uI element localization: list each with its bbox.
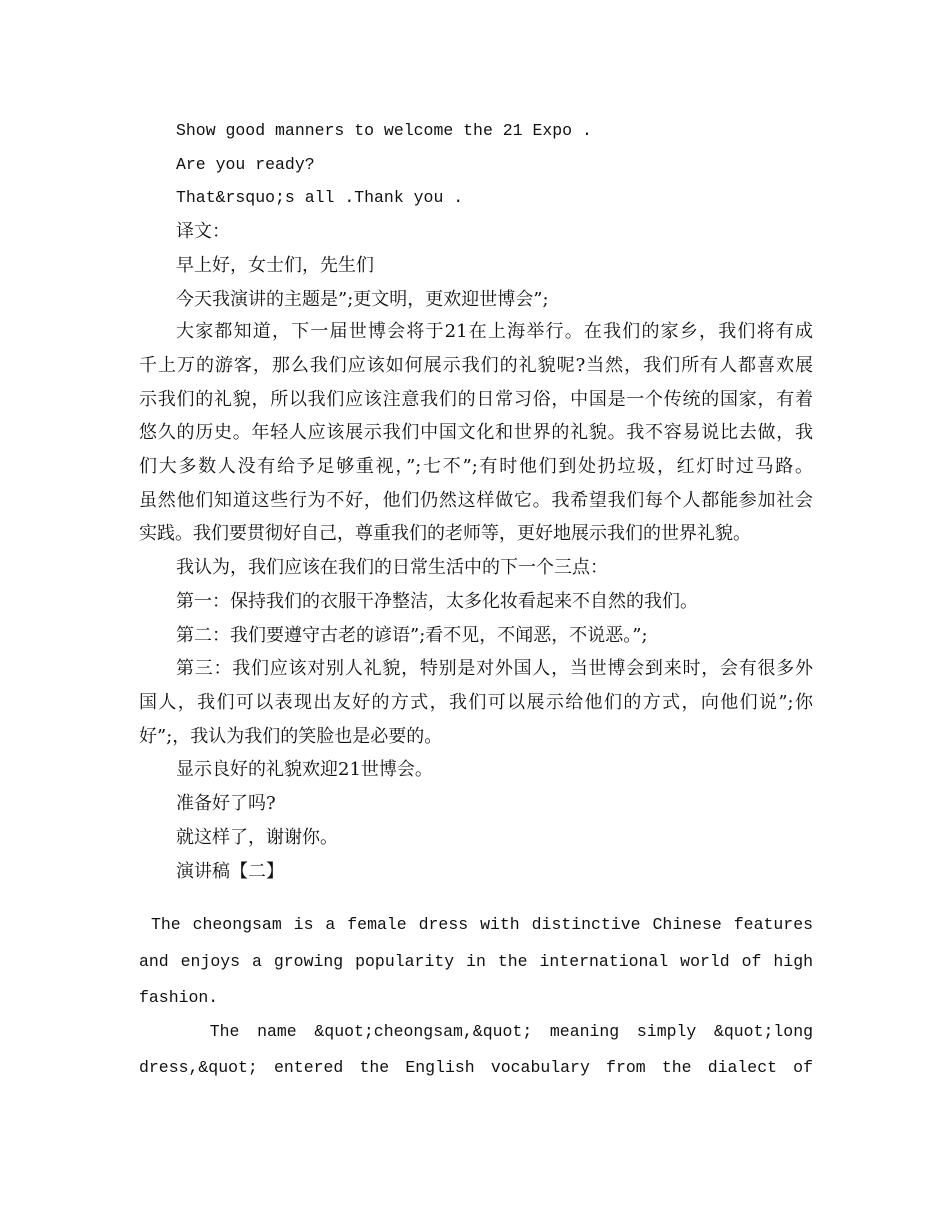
text-line: 显示良好的礼貌欢迎21世博会。 xyxy=(176,759,433,780)
text-line: 虽然他们知道这些行为不好，他们仍然这样做它。我希望我们每个人都能参加社会 xyxy=(139,490,813,511)
text-line: 今天我演讲的主题是”;更文明，更欢迎世博会”; xyxy=(176,289,549,310)
text-line: dress,&quot; entered the English vocabulary from the dialect of xyxy=(139,1058,813,1077)
text-line: 好”;，我认为我们的笑脸也是必要的。 xyxy=(139,726,443,747)
text-line: 我认为，我们应该在我们的日常生活中的下一个三点： xyxy=(176,557,608,578)
text-line: 第二：我们要遵守古老的谚语”;看不见，不闻恶，不说恶。”; xyxy=(176,625,648,646)
text-line: 第一：保持我们的衣服干净整洁，太多化妆看起来不自然的我们。 xyxy=(176,591,698,612)
text-line: 实践。我们要贯彻好自己，尊重我们的老师等，更好地展示我们的世界礼貌。 xyxy=(139,523,751,544)
text-line: fashion. xyxy=(139,988,219,1007)
text-line: The name &quot;cheongsam,&quot; meaning simply &quot;long xyxy=(139,1022,813,1041)
text-line: 译文： xyxy=(176,221,230,242)
section-heading: 演讲稿【二】 xyxy=(176,861,284,882)
text-line: 千上万的游客，那么我们应该如何展示我们的礼貌呢?当然，我们所有人都喜欢展 xyxy=(139,355,813,376)
text-line: 悠久的历史。年轻人应该展示我们中国文化和世界的礼貌。我不容易说比去做，我 xyxy=(139,422,813,443)
text-line: 示我们的礼貌，所以我们应该注意我们的日常习俗，中国是一个传统的国家，有着 xyxy=(139,389,813,410)
text-line: 第三：我们应该对别人礼貌，特别是对外国人，当世博会到来时，会有很多外 xyxy=(176,658,813,679)
text-line: and enjoys a growing popularity in the international world of high xyxy=(139,952,813,971)
text-line: 国人，我们可以表现出友好的方式，我们可以展示给他们的方式，向他们说”;你 xyxy=(139,692,813,713)
text-line: 大家都知道，下一届世博会将于21在上海举行。在我们的家乡，我们将有成 xyxy=(176,321,813,342)
text-line: 们大多数人没有给予足够重视，”;七不”;有时他们到处扔垃圾，红灯时过马路。 xyxy=(139,456,813,477)
text-line: 准备好了吗? xyxy=(176,793,276,814)
text-line: That&rsquo;s all .Thank you . xyxy=(176,188,464,207)
text-line: The cheongsam is a female dress with distinctive Chinese features xyxy=(139,915,813,934)
text-line: 就这样了，谢谢你。 xyxy=(176,827,338,848)
text-line: 早上好，女士们，先生们 xyxy=(176,255,374,276)
text-line: Show good manners to welcome the 21 Expo . xyxy=(176,121,592,140)
text-line: Are you ready? xyxy=(176,155,315,174)
